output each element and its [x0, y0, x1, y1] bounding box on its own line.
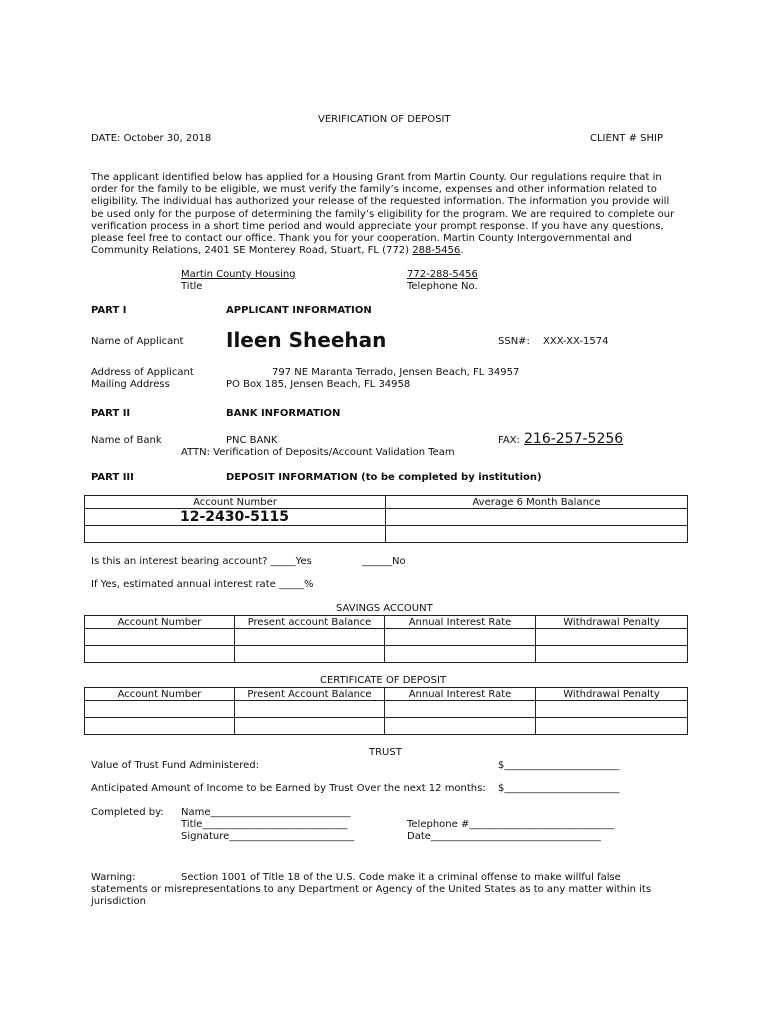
deposit-header-account: Account Number — [85, 496, 386, 509]
interest-no: ______No — [362, 556, 406, 567]
savings-header-account: Account Number — [85, 616, 235, 629]
savings-cell[interactable] — [536, 646, 688, 663]
applicant-name: Ileen Sheehan — [226, 328, 387, 352]
savings-cell[interactable] — [85, 646, 235, 663]
savings-cell[interactable] — [235, 646, 385, 663]
cd-cell[interactable] — [85, 701, 235, 718]
cd-header-account: Account Number — [85, 688, 235, 701]
savings-header-penalty: Withdrawal Penalty — [536, 616, 688, 629]
warning-line-1: Section 1001 of Title 18 of the U.S. Code make it a criminal offense to make willful false — [181, 872, 621, 883]
savings-cell[interactable] — [235, 629, 385, 646]
fax-label: FAX: — [498, 435, 520, 446]
cd-cell[interactable] — [536, 701, 688, 718]
savings-header-rate: Annual Interest Rate — [385, 616, 536, 629]
agency-phone-label: Telephone No. — [407, 281, 478, 292]
savings-cell[interactable] — [385, 629, 536, 646]
completed-by-label: Completed by: — [91, 807, 164, 818]
agency-phone: 772-288-5456 — [407, 269, 478, 280]
deposit-account-number: 12-2430-5115 — [85, 509, 386, 526]
document-title: VERIFICATION OF DEPOSIT — [318, 114, 451, 125]
intro-end: . — [460, 245, 464, 257]
intro-text: The applicant identified below has applied for a Housing Grant from Martin County. Our regulations require that in order for the family to be eligible, we must verify the family’s income, expenses and other information related to eligibility. The individual has authorized your release of the requested information. The information you provide will be used only for the purpose of determining the family’s eligibility for the program. We are required to complete our verification process in a short time period and would appreciate your prompt response. If you have any questions, please feel free to contact our office. Thank you for your cooperation. Martin County Intergovernmental and Community Relations, 2401 SE Monterey Road, Stuart, FL (772) — [91, 172, 675, 257]
deposit-balance-cell[interactable] — [386, 509, 688, 526]
warning-label: Warning: — [91, 872, 136, 883]
completed-name-field[interactable]: Name____________________________ — [181, 807, 351, 818]
cd-header-balance: Present Account Balance — [235, 688, 385, 701]
cd-title: CERTIFICATE OF DEPOSIT — [320, 675, 447, 686]
client-number: CLIENT # SHIP — [590, 133, 663, 144]
part2-heading: BANK INFORMATION — [226, 408, 341, 419]
part3-label: PART III — [91, 472, 134, 483]
deposit-empty-cell[interactable] — [386, 526, 688, 543]
trust-income-blank[interactable]: $_______________________ — [498, 783, 620, 794]
completed-title-field[interactable]: Title_____________________________ — [181, 819, 348, 830]
agency-name-label: Title — [181, 281, 203, 292]
mailing-value: PO Box 185, Jensen Beach, FL 34958 — [226, 379, 411, 390]
trust-income-label: Anticipated Amount of Income to be Earned by Trust Over the next 12 months: — [91, 783, 486, 794]
interest-rate-question: If Yes, estimated annual interest rate _____% — [91, 579, 314, 590]
cd-cell[interactable] — [536, 718, 688, 735]
intro-paragraph — [91, 172, 681, 257]
cd-header-penalty: Withdrawal Penalty — [536, 688, 688, 701]
deposit-table — [84, 495, 688, 543]
trust-value-label: Value of Trust Fund Administered: — [91, 760, 259, 771]
trust-title: TRUST — [369, 747, 402, 758]
completed-signature-field[interactable]: Signature_________________________ — [181, 831, 355, 842]
cd-table — [84, 687, 688, 735]
date-line: DATE: October 30, 2018 — [91, 133, 212, 144]
intro-phone: 288-5456 — [412, 245, 461, 257]
attn-line: ATTN: Verification of Deposits/Account Validation Team — [181, 447, 455, 458]
ssn-label: SSN#: — [498, 336, 530, 347]
ssn-value: XXX-XX-1574 — [543, 336, 609, 347]
warning-line-3: jurisdiction — [91, 896, 146, 907]
cd-header-rate: Annual Interest Rate — [385, 688, 536, 701]
part2-label: PART II — [91, 408, 131, 419]
cd-cell[interactable] — [85, 718, 235, 735]
bank-name-label: Name of Bank — [91, 435, 162, 446]
applicant-name-label: Name of Applicant — [91, 336, 184, 347]
deposit-empty-cell[interactable] — [85, 526, 386, 543]
savings-cell[interactable] — [385, 646, 536, 663]
cd-cell[interactable] — [385, 701, 536, 718]
savings-cell[interactable] — [85, 629, 235, 646]
fax-value: 216-257-5256 — [524, 431, 624, 447]
part1-label: PART I — [91, 305, 127, 316]
address-value: 797 NE Maranta Terrado, Jensen Beach, FL 34957 — [272, 367, 520, 378]
cd-cell[interactable] — [385, 718, 536, 735]
interest-question: Is this an interest bearing account? _____Yes — [91, 556, 312, 567]
deposit-header-balance: Average 6 Month Balance — [386, 496, 688, 509]
cd-cell[interactable] — [235, 701, 385, 718]
address-label: Address of Applicant — [91, 367, 194, 378]
savings-title: SAVINGS ACCOUNT — [336, 603, 433, 614]
savings-table — [84, 615, 688, 663]
savings-cell[interactable] — [536, 629, 688, 646]
completed-telephone-field[interactable]: Telephone #_____________________________ — [407, 819, 615, 830]
cd-cell[interactable] — [235, 718, 385, 735]
bank-name: PNC BANK — [226, 435, 278, 446]
mailing-label: Mailing Address — [91, 379, 170, 390]
part3-heading: DEPOSIT INFORMATION (to be completed by institution) — [226, 472, 542, 483]
trust-value-blank[interactable]: $_______________________ — [498, 760, 620, 771]
warning-line-2: statements or misrepresentations to any Department or Agency of the United States as to any matter within its — [91, 884, 652, 895]
part1-heading: APPLICANT INFORMATION — [226, 305, 372, 316]
savings-header-balance: Present account Balance — [235, 616, 385, 629]
completed-date-field[interactable]: Date__________________________________ — [407, 831, 601, 842]
agency-name: Martin County Housing — [181, 269, 296, 280]
